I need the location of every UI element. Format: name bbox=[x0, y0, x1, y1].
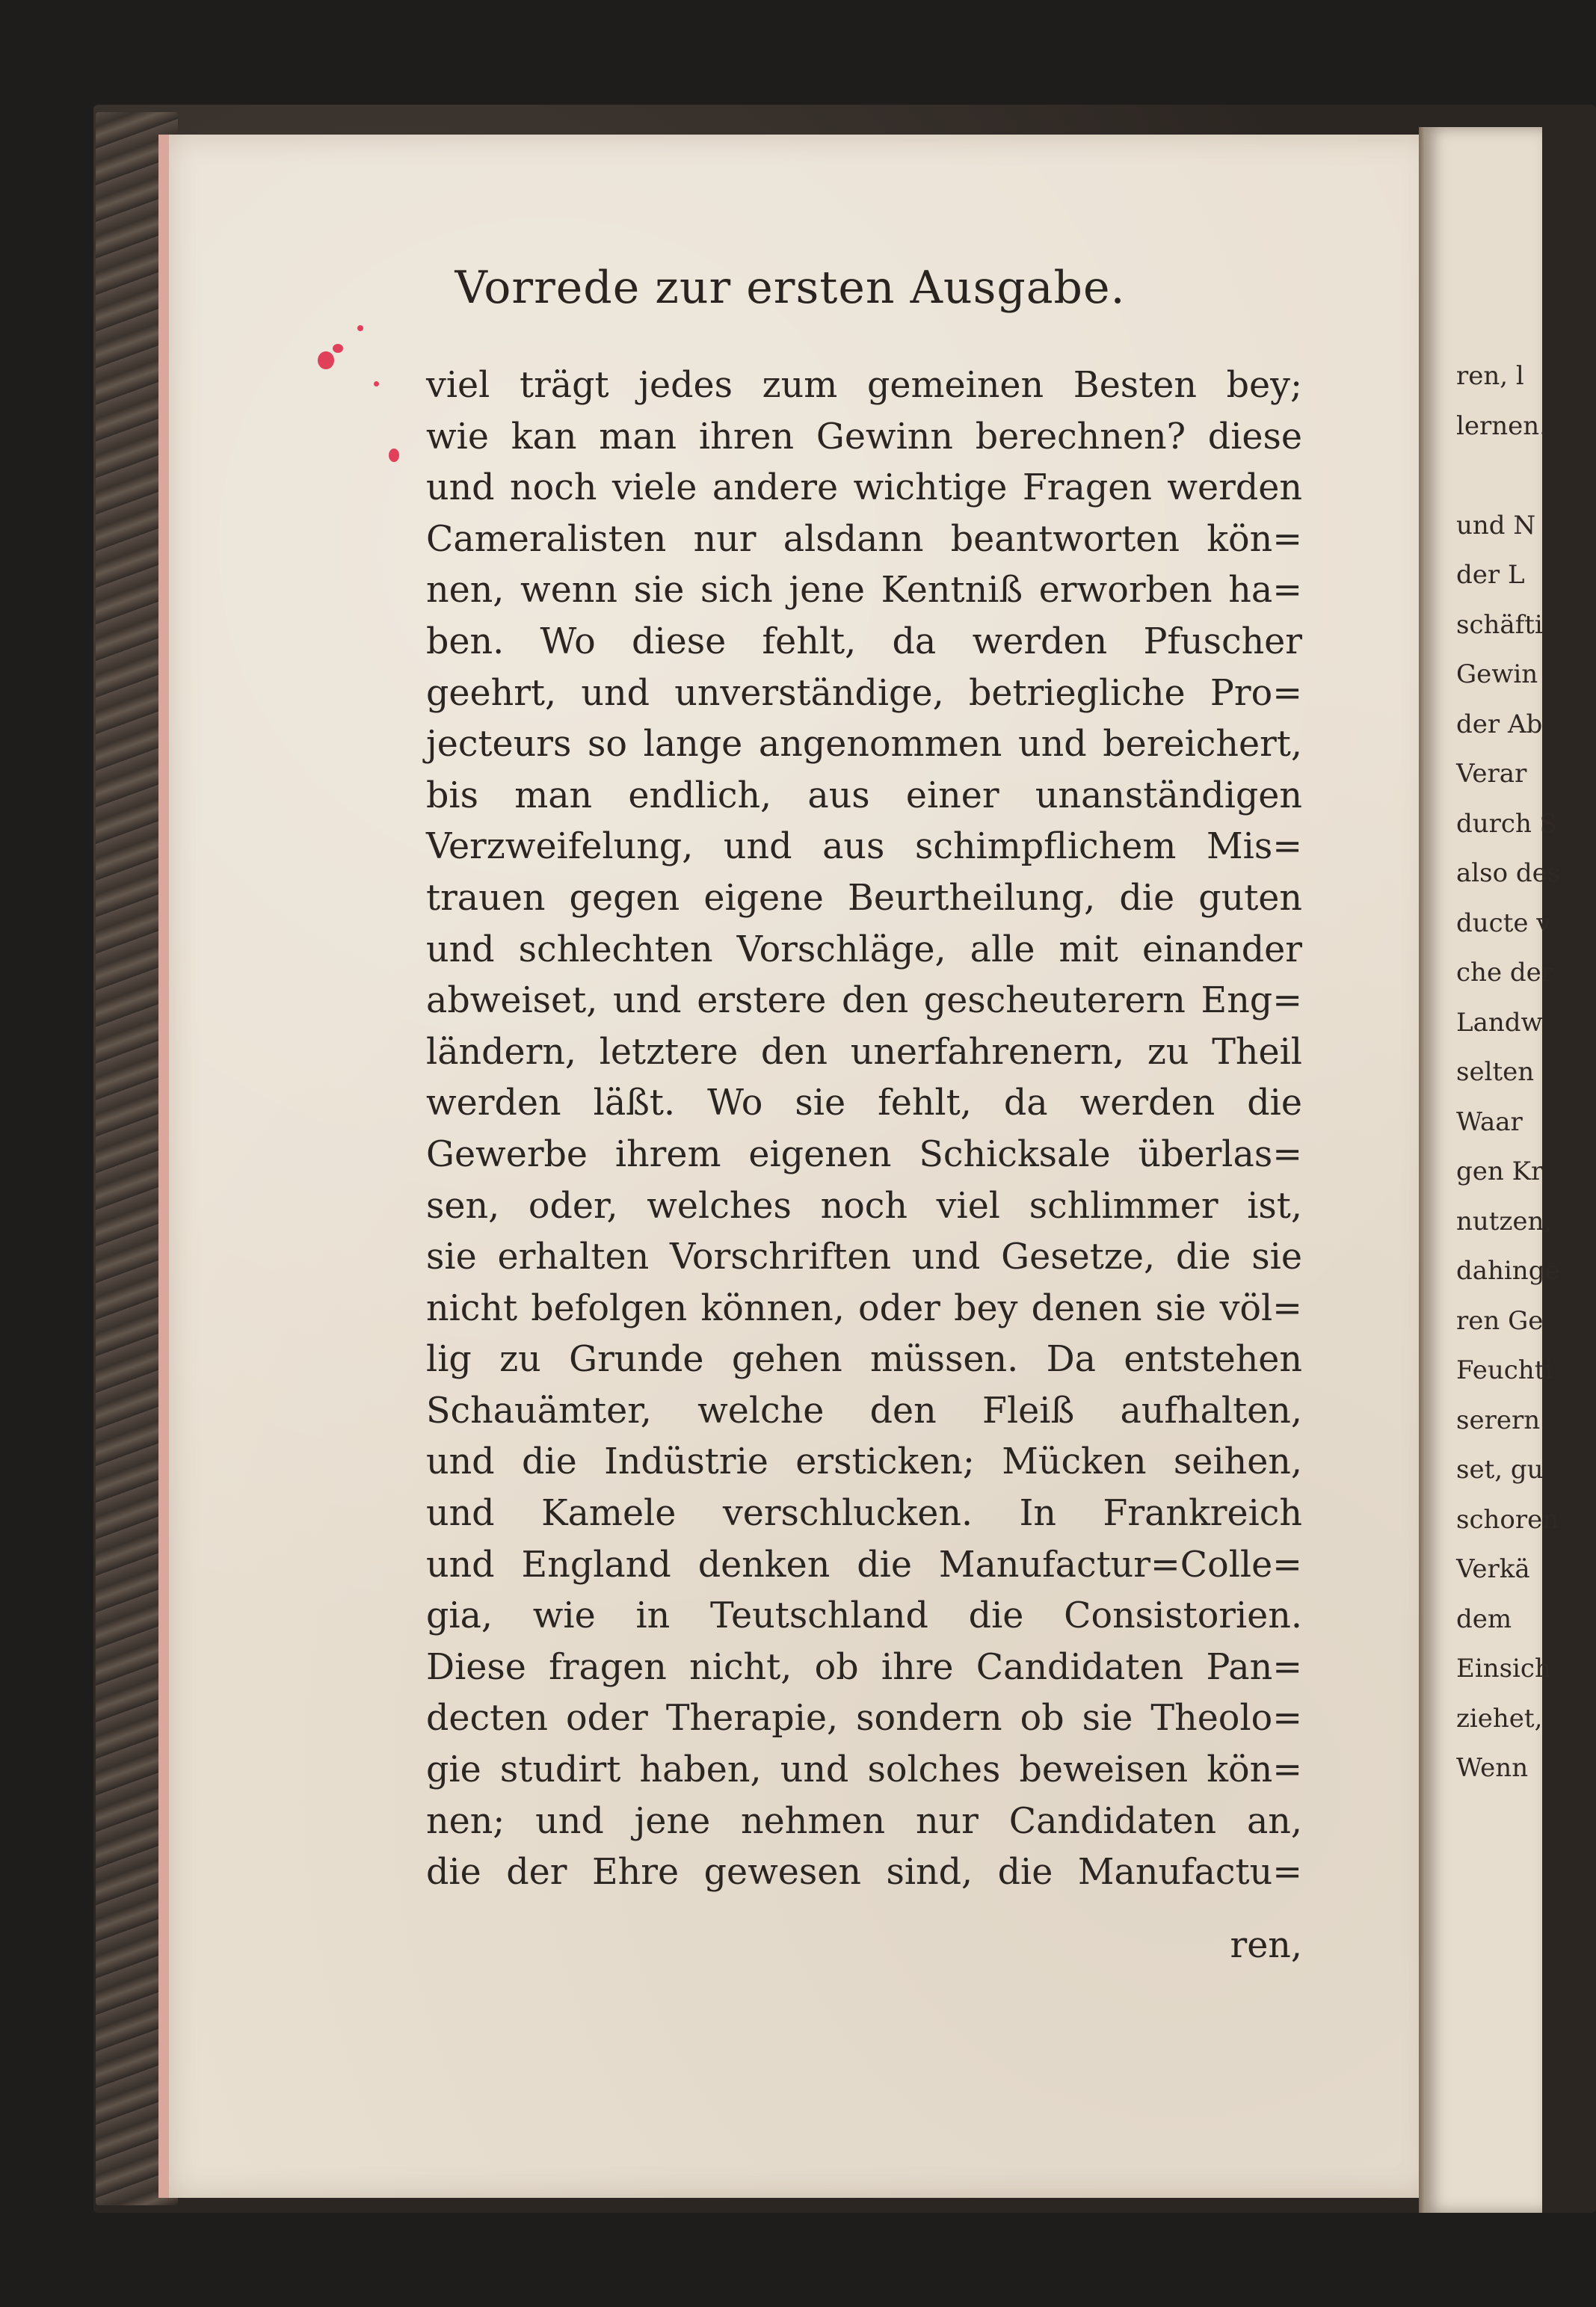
next-page-line: selten bbox=[1456, 1057, 1535, 1087]
next-page-line: nutzen, bbox=[1456, 1206, 1553, 1236]
next-page-line: durch S bbox=[1456, 808, 1557, 839]
text-line: und die Indüstrie ersticken; Mücken seihen, bbox=[426, 1441, 1302, 1483]
running-head: Vorrede zur ersten Ausgabe. bbox=[455, 262, 1126, 314]
next-page-line: Gewin bbox=[1456, 659, 1538, 689]
text-line: decten oder Therapie, sondern ob sie Theolo= bbox=[426, 1698, 1302, 1740]
red-ink-spot bbox=[389, 449, 399, 462]
text-line: gia, wie in Teutschland die Consistorien. bbox=[426, 1595, 1302, 1637]
text-line: Schauämter, welche den Fleiß aufhalten, bbox=[426, 1390, 1302, 1432]
text-line: abweiset, und erstere den gescheuterern Eng= bbox=[426, 980, 1302, 1022]
next-page-line: serern bbox=[1456, 1405, 1541, 1435]
next-page-line: schäfti bbox=[1456, 609, 1543, 640]
next-page-line: che der bbox=[1456, 958, 1554, 988]
text-line: jecteurs so lange angenommen und bereichert, bbox=[426, 724, 1302, 766]
text-line: bis man endlich, aus einer unanständigen bbox=[426, 774, 1302, 816]
red-ink-spot bbox=[357, 325, 363, 331]
text-line: trauen gegen eigene Beurtheilung, die guten bbox=[426, 877, 1302, 919]
next-page-line: Waar bbox=[1456, 1106, 1523, 1137]
catchword: ren, bbox=[1230, 1925, 1302, 1966]
next-page-line: ren, l bbox=[1456, 361, 1524, 391]
red-ink-spot bbox=[374, 381, 379, 386]
text-line: wie kan man ihren Gewinn berechnen? diese bbox=[426, 416, 1302, 458]
next-page-line: ren Ge bbox=[1456, 1305, 1544, 1336]
text-line: Cameralisten nur alsdann beantworten kön= bbox=[426, 518, 1302, 560]
text-line: nicht befolgen können, oder bey denen sie völ= bbox=[426, 1287, 1302, 1329]
next-page-line: dahinge bbox=[1456, 1256, 1560, 1286]
text-line: ländern, letztere den unerfahrenern, zu Theil bbox=[426, 1031, 1302, 1073]
next-page-line: Verkä bbox=[1456, 1554, 1530, 1584]
text-line: ben. Wo diese fehlt, da werden Pfuscher bbox=[426, 620, 1302, 662]
next-page-line: ducte v bbox=[1456, 908, 1551, 938]
next-page-line: schoren bbox=[1456, 1504, 1559, 1535]
text-line: werden läßt. Wo sie fehlt, da werden die bbox=[426, 1082, 1302, 1124]
body-text bbox=[426, 360, 1302, 1899]
next-page-line: Verar bbox=[1456, 759, 1527, 789]
next-page-line: und N bbox=[1456, 510, 1536, 540]
next-page-line: Wenn bbox=[1456, 1753, 1529, 1783]
next-page-line: der L bbox=[1456, 560, 1525, 590]
next-page-line: Landw bbox=[1456, 1007, 1543, 1038]
text-line: geehrt, und unverständige, betriegliche Pro= bbox=[426, 672, 1302, 714]
text-line: und schlechten Vorschläge, alle mit einander bbox=[426, 928, 1302, 970]
text-line: Diese fragen nicht, ob ihre Candidaten Pan= bbox=[426, 1646, 1302, 1688]
text-line: Verzweifelung, und aus schimpflichem Mis= bbox=[426, 826, 1302, 868]
next-page-line: lernen. bbox=[1456, 410, 1547, 441]
text-line: gie studirt haben, und solches beweisen kön= bbox=[426, 1749, 1302, 1791]
text-line: die der Ehre gewesen sind, die Manufactu= bbox=[426, 1852, 1302, 1894]
next-page-line: gen Kr bbox=[1456, 1156, 1544, 1186]
text-line: sie erhalten Vorschriften und Gesetze, die sie bbox=[426, 1236, 1302, 1278]
text-line: nen; und jene nehmen nur Candidaten an, bbox=[426, 1800, 1302, 1842]
next-page-text bbox=[1456, 351, 1561, 1793]
next-page-line: ziehet, bbox=[1456, 1703, 1543, 1734]
next-page-line: also des bbox=[1456, 858, 1561, 888]
text-line: nen, wenn sie sich jene Kentniß erworben ha= bbox=[426, 570, 1302, 612]
next-page-line: Einsich bbox=[1456, 1654, 1551, 1684]
next-page-line: dem bbox=[1456, 1604, 1512, 1634]
next-page-line: der Ab bbox=[1456, 709, 1543, 739]
next-page-line: Feuchti bbox=[1456, 1355, 1553, 1385]
text-line: Gewerbe ihrem eigenen Schicksale überlas= bbox=[426, 1133, 1302, 1175]
next-page-line bbox=[1456, 451, 1540, 501]
text-line: und noch viele andere wichtige Fragen werden bbox=[426, 467, 1302, 509]
red-ink-spot bbox=[318, 351, 334, 369]
text-line: und Kamele verschlucken. In Frankreich bbox=[426, 1493, 1302, 1535]
text-line: lig zu Grunde gehen müssen. Da entstehen bbox=[426, 1339, 1302, 1381]
red-ink-spot bbox=[333, 344, 343, 353]
text-line: und England denken die Manufactur=Colle= bbox=[426, 1544, 1302, 1586]
next-page-line: set, gu bbox=[1456, 1455, 1544, 1485]
text-line: viel trägt jedes zum gemeinen Besten bey; bbox=[426, 365, 1302, 406]
text-line: sen, oder, welches noch viel schlimmer ist, bbox=[426, 1185, 1302, 1227]
